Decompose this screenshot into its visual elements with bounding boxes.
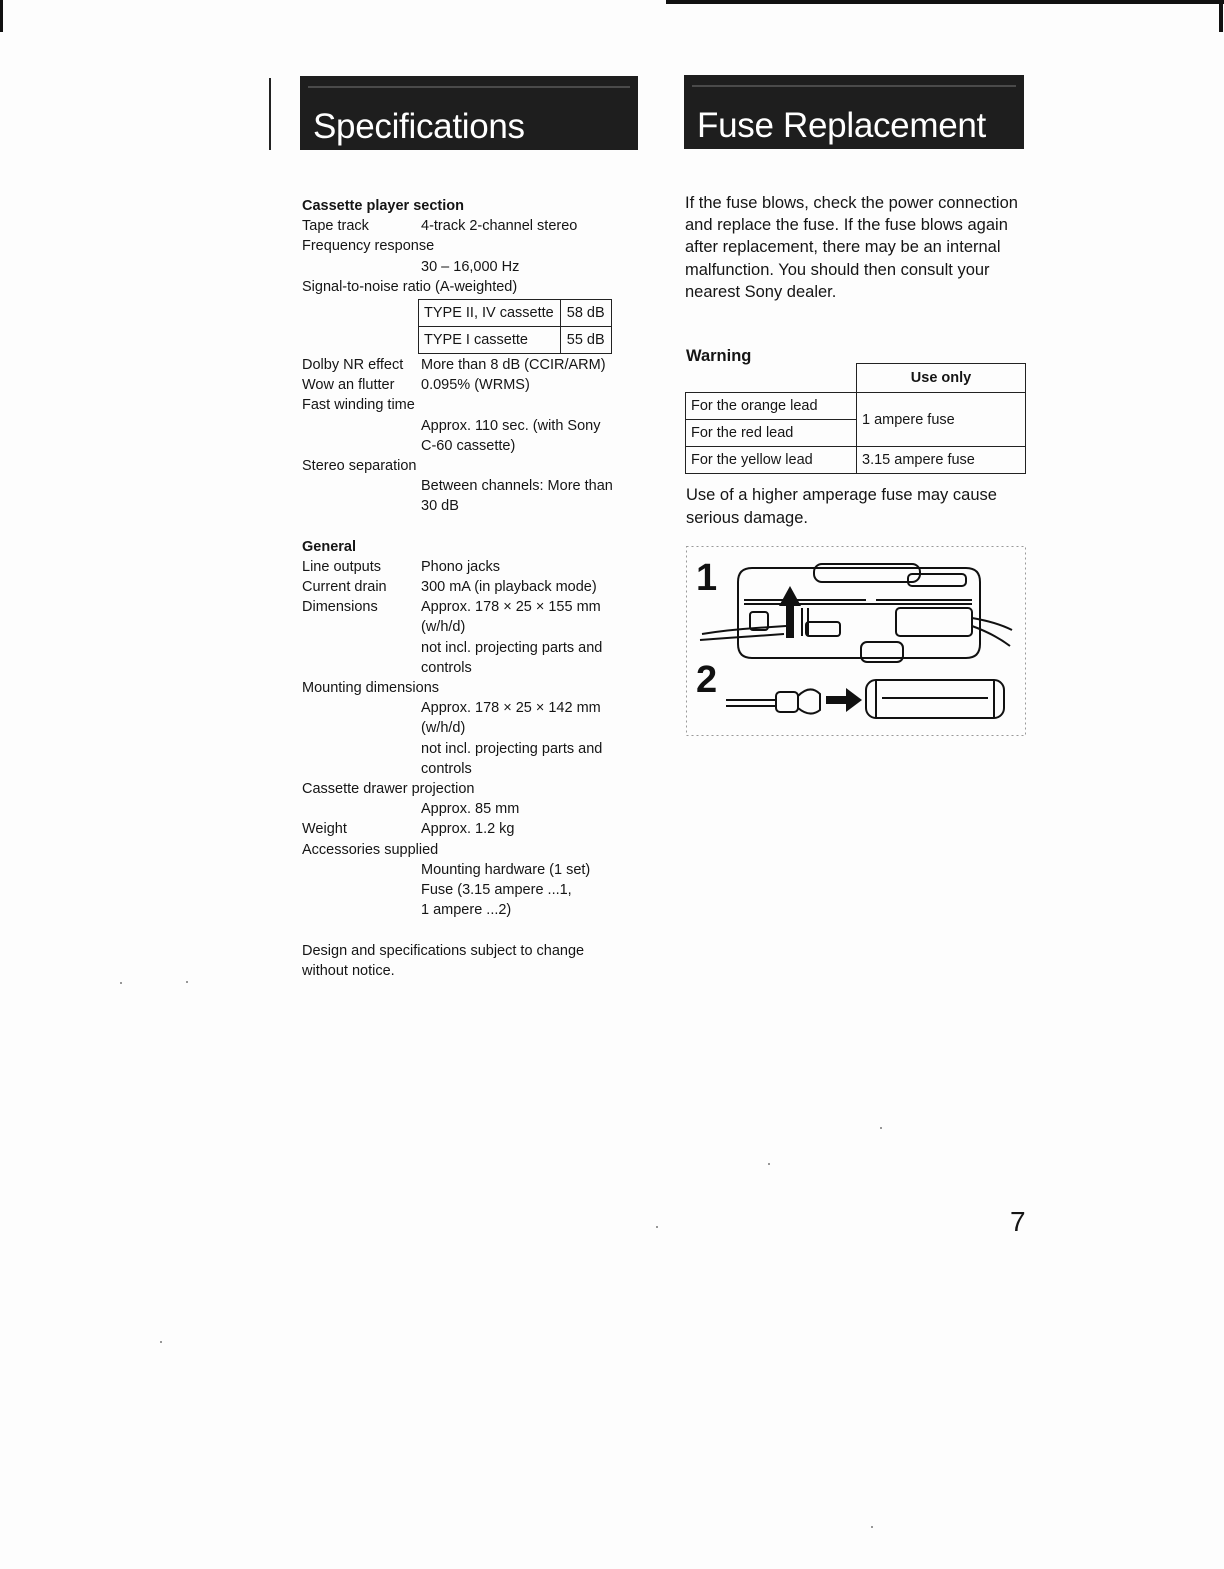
fuse-table [685,363,1026,474]
spec-label: Weight [302,821,347,838]
scan-edge [1219,0,1223,32]
spec-row [302,216,647,236]
spec-row [302,597,647,617]
spec-value: 0.095% (WRMS) [421,377,530,394]
spec-row [302,577,647,597]
warning-title: Warning [686,347,752,365]
spec-value: Approx. 178 × 25 × 155 mm [421,599,601,616]
fuse-holder-icon [700,564,1012,662]
spec-value: 30 dB [421,498,459,515]
spec-value: not incl. projecting parts and [421,740,603,757]
specifications-heading: Specifications [300,76,638,150]
fuse-icon [726,680,1004,718]
spec-value: Mounting hardware (1 set) [421,861,591,878]
spec-label: Stereo separation [302,458,417,475]
scan-speck [186,981,188,983]
table-row [686,447,1026,474]
spec-row [302,557,647,577]
fuse-rating: 1 ampere fuse [857,393,1026,447]
spec-row [302,375,647,395]
snr-type: TYPE I cassette [419,327,561,354]
general-section-title: General [302,538,356,555]
fuse-rating: 3.15 ampere fuse [857,447,1026,474]
spec-label: Dimensions [302,599,378,616]
warning-note: Use of a higher amperage fuse may cause serious damage. [686,486,997,527]
spec-value: 4-track 2-channel stereo [421,218,578,235]
spec-label: Current drain [302,579,387,596]
spec-row [302,819,647,839]
spec-label: Tape track [302,218,369,235]
spec-row [302,355,647,375]
step-number: 2 [696,659,718,701]
spec-label: Frequency response [302,238,435,255]
spec-value: (w/h/d) [421,619,466,636]
spec-value: controls [421,659,472,676]
spec-value: Approx. 85 mm [421,801,520,818]
spec-value: 30 – 16,000 Hz [421,258,520,275]
arrow-up-icon [779,586,801,638]
spec-label: Dolby NR effect [302,357,404,374]
spec-value: not incl. projecting parts and [421,639,603,656]
scan-edge [666,0,1224,4]
scan-edge [0,0,3,32]
scan-speck [871,1526,873,1528]
spec-label: Signal-to-noise ratio (A-weighted) [302,278,518,295]
spec-label: Line outputs [302,558,382,575]
spec-value: (w/h/d) [421,720,466,737]
snr-value: 58 dB [560,300,611,327]
scan-speck [656,1226,658,1228]
lead-label: For the yellow lead [686,447,857,474]
spec-label: Cassette drawer projection [302,781,475,798]
fuse-intro: If the fuse blows, check the power connection and replace the fuse. If the fuse blows again after replacement, there may be an internal malfunction. You should then consult your nearest Sony dealer. [685,194,1018,301]
specifications-column [302,196,647,981]
lead-label: For the orange lead [686,393,857,420]
spec-value: 1 ampere ...2) [421,902,512,919]
spec-value: More than 8 dB (CCIR/ARM) [421,357,606,374]
scan-speck [120,982,122,984]
page-number: 7 [1010,1206,1026,1237]
spec-value: Phono jacks [421,558,500,575]
spec-value: Approx. 1.2 kg [421,821,515,838]
fuse-illustration [686,546,1026,736]
table-row [686,364,1026,393]
scan-speck [768,1163,770,1165]
margin-rule [269,78,271,150]
notice-text: Design and specifications subject to change [302,942,585,959]
spec-value: C-60 cassette) [421,437,516,454]
spec-label: Fast winding time [302,397,415,414]
step-number: 1 [696,557,718,599]
spec-value: Fuse (3.15 ampere ...1, [421,882,572,899]
scan-speck [880,1127,882,1129]
spec-label: Wow an flutter [302,377,395,394]
spec-label: Accessories supplied [302,841,439,858]
snr-table [418,299,612,354]
table-row [419,300,612,327]
spec-value: 300 mA (in playback mode) [421,579,597,596]
cassette-section-title: Cassette player section [302,198,464,214]
table-header: Use only [857,364,1026,393]
spec-value: Approx. 178 × 25 × 142 mm [421,700,601,717]
spec-value: controls [421,760,472,777]
spec-value: Between channels: More than [421,478,613,495]
snr-value: 55 dB [560,327,611,354]
table-row [419,327,612,354]
snr-type: TYPE II, IV cassette [419,300,561,327]
fuse-replacement-heading: Fuse Replacement [684,75,1024,149]
arrow-right-icon [826,688,862,712]
table-row [686,393,1026,420]
spec-value: Approx. 110 sec. (with Sony [421,417,601,434]
spec-label: Mounting dimensions [302,680,440,697]
scan-speck [160,1341,162,1343]
notice-text: without notice. [302,962,395,979]
lead-label: For the red lead [686,420,857,447]
